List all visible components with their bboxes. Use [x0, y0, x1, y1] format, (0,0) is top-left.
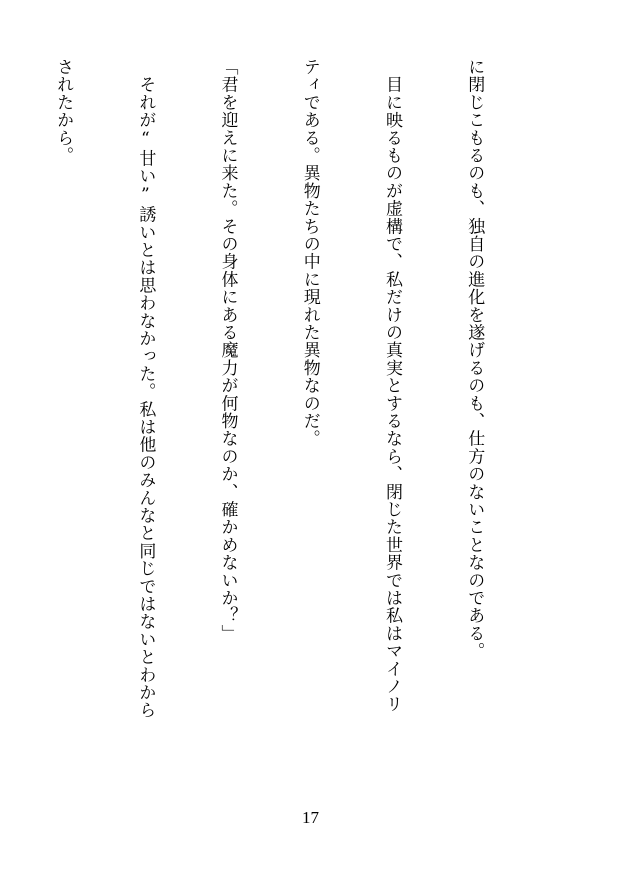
text-line-6: されたから。: [53, 58, 74, 165]
text-line-1: に閉じこもるのも、独自の進化を遂げるのも、仕方のないことなのである。: [464, 58, 485, 660]
text-line-2: 目に映るものが虚構で、私だけの真実とするなら、閉じた世界では私はマイノリ: [381, 58, 402, 713]
text-line-3: ティである。異物たちの中に現れた異物なのだ。: [299, 58, 320, 448]
vertical-text-body: [0, 58, 542, 793]
text-line-4: 「君を迎えに来た。その身体にある魔力が何物なのか、確かめないか？」: [217, 58, 238, 643]
text-line-5: それが“甘い”誘いとは思わなかった。私は他のみんなと同じではないとわから: [135, 58, 156, 719]
page-number: 17: [302, 808, 319, 827]
